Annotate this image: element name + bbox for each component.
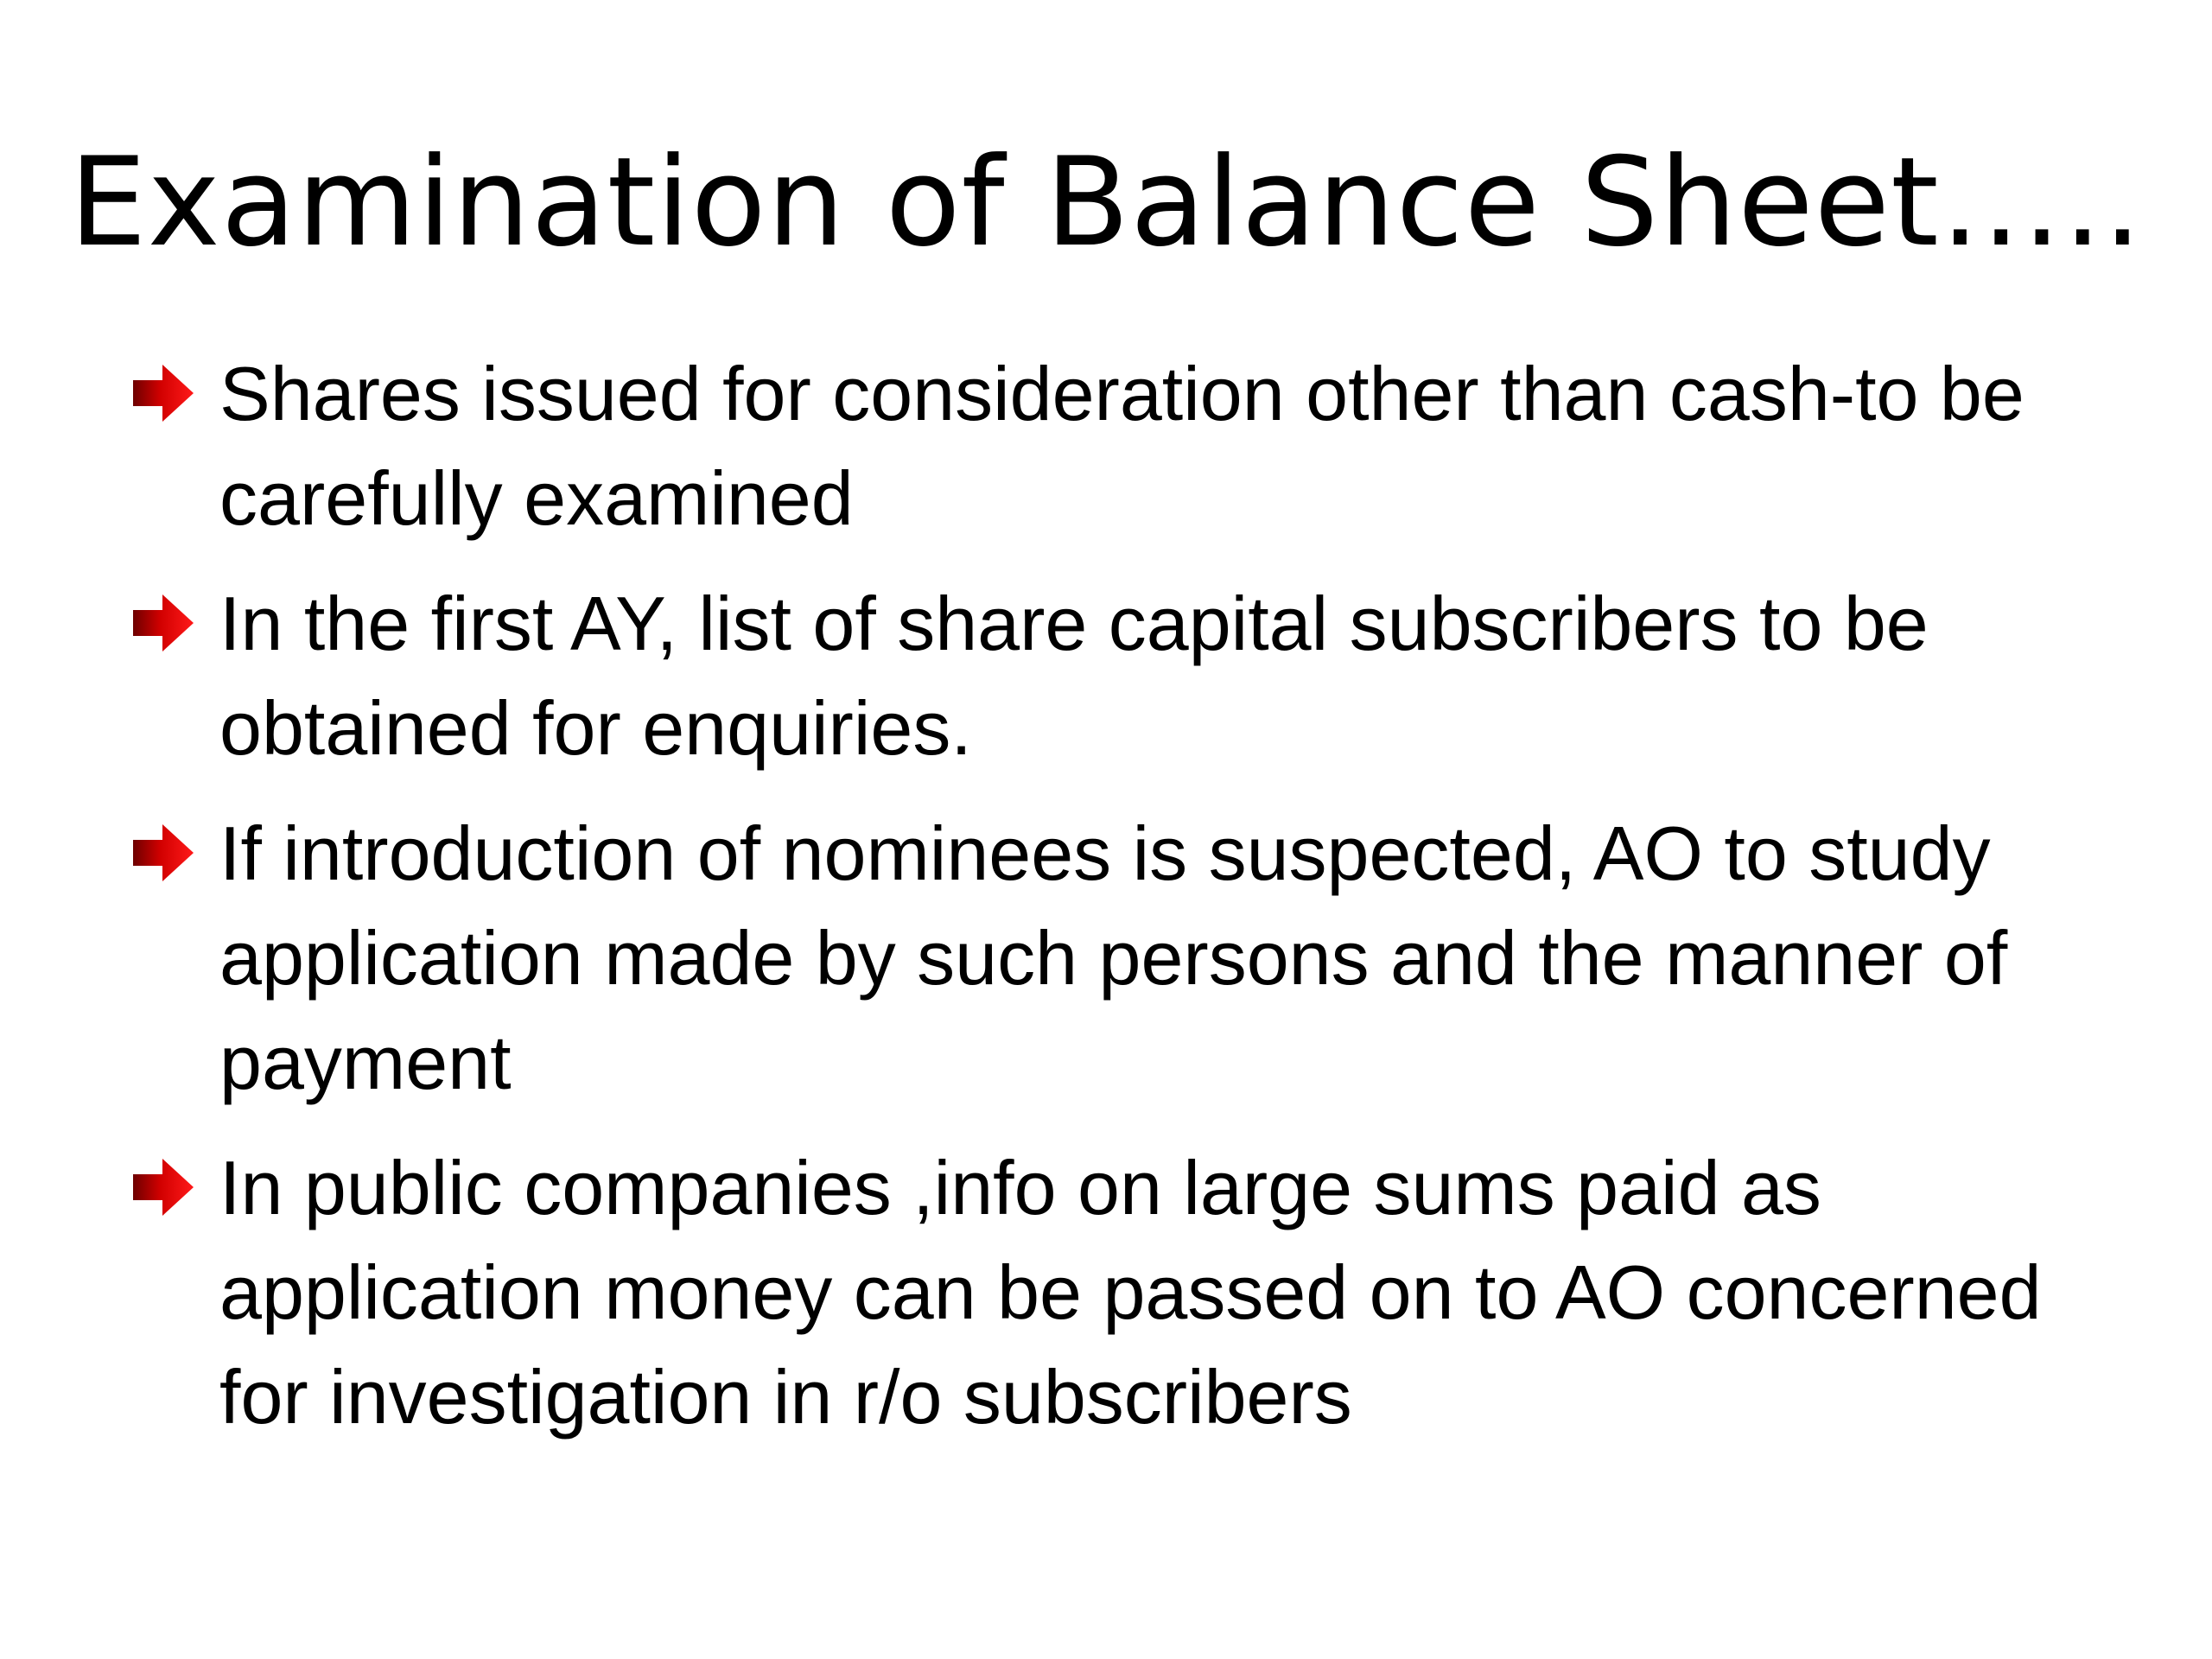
bullet-item xyxy=(130,341,2117,550)
slide-title: Examination of Balance Sheet….. xyxy=(68,131,2143,274)
red-arrow-icon xyxy=(131,361,195,425)
bullet-text: If introduction of nominees is suspected, AO to study application made by such persons and the manner of payment xyxy=(219,810,2008,1105)
bullet-item xyxy=(130,571,2117,780)
red-arrow-icon xyxy=(131,821,195,885)
bullet-text: In public companies ,info on large sums paid as application money can be passed on to AO concerned for investigation in r/o subscribers xyxy=(219,1145,2042,1440)
red-arrow-icon xyxy=(131,591,195,655)
bullet-text: Shares issued for consideration other than cash-to be carefully examined xyxy=(219,351,2024,541)
bullet-item xyxy=(130,1135,2117,1449)
bullet-item xyxy=(130,801,2117,1115)
red-arrow-icon xyxy=(131,1155,195,1219)
bullet-list xyxy=(130,341,2117,1470)
bullet-text: In the first AY, list of share capital subscribers to be obtained for enquiries. xyxy=(219,581,1929,771)
